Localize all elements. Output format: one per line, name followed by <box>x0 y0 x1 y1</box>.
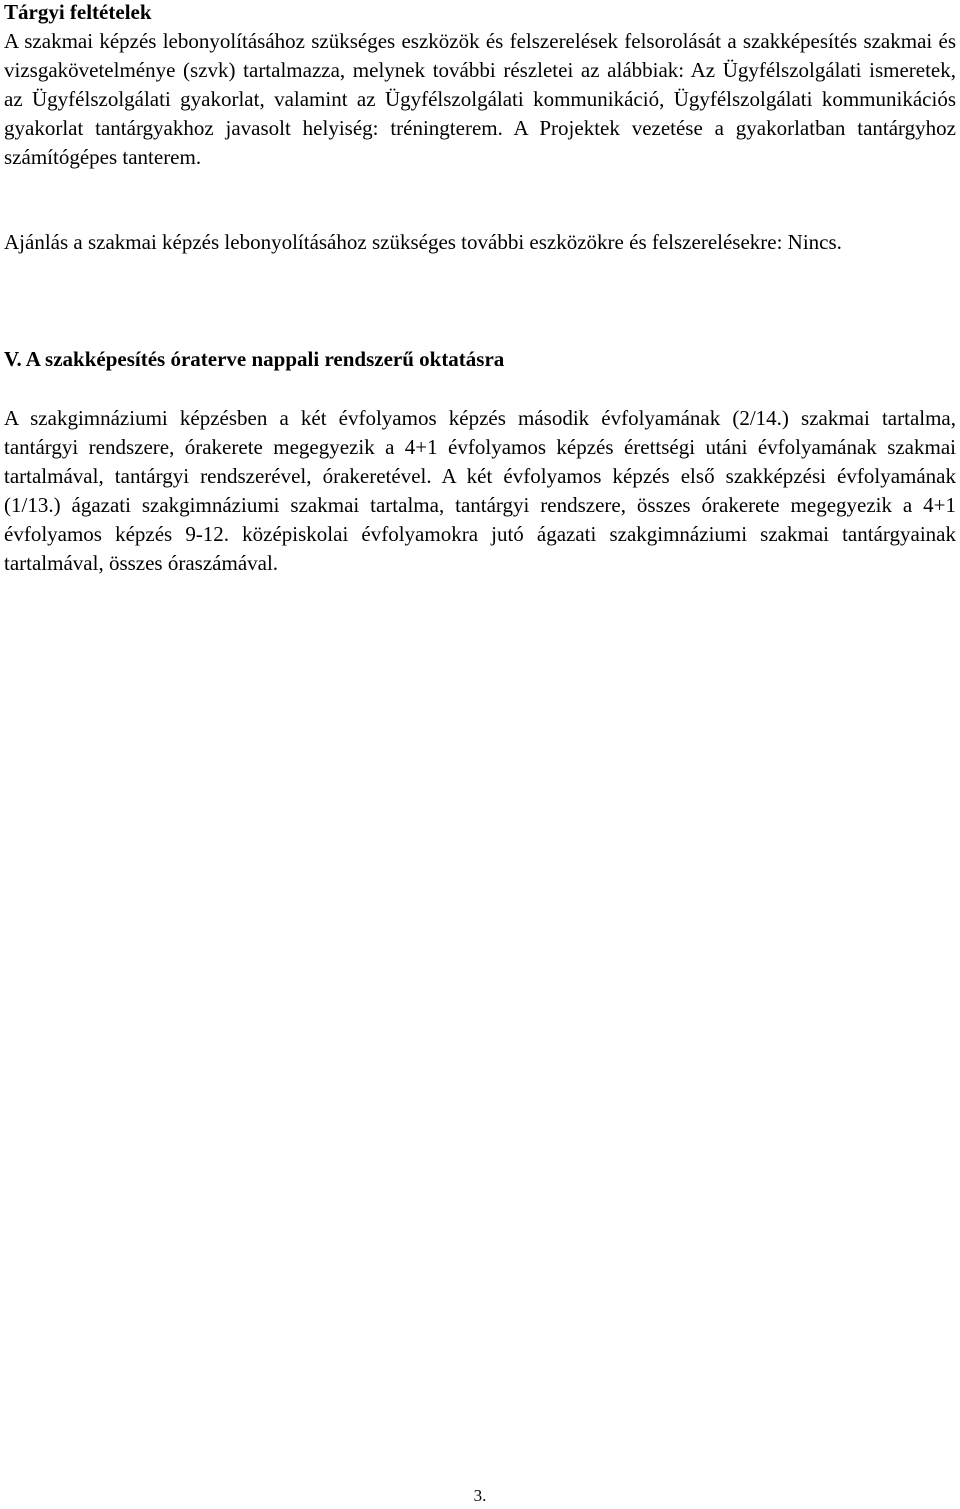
section-v-title: V. A szakképesítés óraterve nappali rendszerű oktatásra <box>4 347 505 371</box>
section-v-block <box>4 345 956 374</box>
oraterv-paragraph: A szakgimnáziumi képzésben a két évfolyamos képzés második évfolyamának (2/14.) szakmai tartalma, tantárgyi rendszere, órakerete megegyezik a 4+1 évfolyamos képzés érettségi utáni évfolyamának szakmai tartalmával, tantárgyi rendszerével, órakeretével. A két évfolyamos képzés első szakképzési évfolyamának (1/13.) ágazati szakgimnáziumi szakmai tartalma, tantárgyi rendszere, összes órakerete megegyezik a 4+1 évfolyamos képzés 9-12. középiskolai évfolyamokra jutó ágazati szakgimnáziumi szakmai tantárgyainak tartalmával, összes óraszámával. <box>4 406 956 575</box>
oraterv-block <box>4 404 956 578</box>
targyi-feltetelek-block <box>4 0 956 172</box>
ajanlas-paragraph: Ajánlás a szakmai képzés lebonyolításához szükséges további eszközökre és felszerelésekre: Nincs. <box>4 230 842 254</box>
targyi-feltetelek-paragraph: A szakmai képzés lebonyolításához szükséges eszközök és felszerelések felsorolását a szakképesítés szakmai és vizsgakövetelménye (szvk) tartalmazza, melynek további részletei az alábbiak: Az Ügyfélszolgálati ismeretek, az Ügyfélszolgálati gyakorlat, valamint az Ügyfélszolgálati kommunikáció, Ügyfélszolgálati kommunikációs gyakorlat tantárgyakhoz javasolt helyiség: tréningterem. A Projektek vezetése a gyakorlatban tantárgyhoz számítógépes tanterem. <box>4 29 956 169</box>
ajanlas-block <box>4 228 956 257</box>
targyi-feltetelek-heading: Tárgyi feltételek <box>4 0 152 24</box>
page-number: 3. <box>473 1486 487 1505</box>
